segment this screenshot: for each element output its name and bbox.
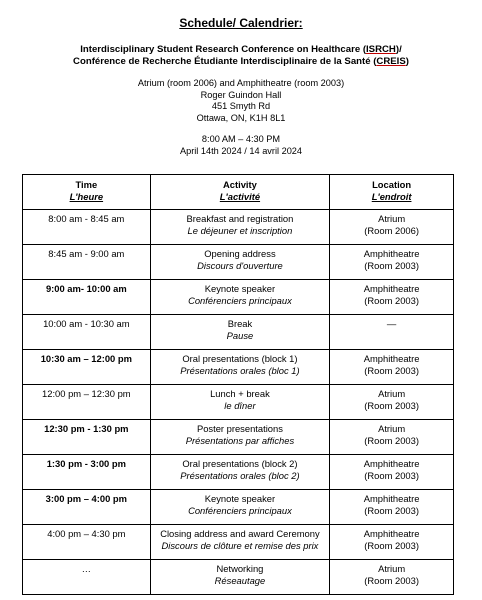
- location-cell: [330, 245, 454, 280]
- location-cell: [330, 420, 454, 455]
- location-name: Amphitheatre: [363, 493, 420, 504]
- location-name: Amphitheatre: [363, 283, 420, 294]
- time-text: 12:30 pm - 1:30 pm: [44, 423, 129, 434]
- location-name: Atrium: [378, 423, 406, 434]
- location-cell: [330, 385, 454, 420]
- page-title: Schedule/ Calendrier:: [179, 16, 303, 30]
- activity-en: Closing address and award Ceremony: [160, 528, 320, 539]
- header-time: [23, 175, 151, 210]
- location-name: Amphitheatre: [363, 353, 420, 364]
- location-room: (Room 2006): [364, 224, 419, 236]
- location-cell: [330, 280, 454, 315]
- conference-acronym-en: ISRCH: [366, 44, 396, 55]
- activity-cell: [150, 245, 330, 280]
- activity-cell: [150, 455, 330, 490]
- activity-fr: le dîner: [224, 399, 256, 411]
- conference-name-fr: [0, 56, 482, 68]
- conference-name-en-suffix: )/: [395, 44, 402, 55]
- location-name: Atrium: [378, 213, 406, 224]
- location-room: (Room 2003): [364, 469, 419, 481]
- venue-rooms: Atrium (room 2006) and Amphitheatre (room 2003): [137, 78, 345, 88]
- time-text: 12:00 pm – 12:30 pm: [42, 388, 131, 399]
- activity-cell: [150, 525, 330, 560]
- activity-en: Oral presentations (block 2): [182, 458, 298, 469]
- activity-fr: Conférenciers principaux: [188, 504, 292, 516]
- table-row: [23, 525, 454, 560]
- table-row: [23, 455, 454, 490]
- schedule-body: [23, 210, 454, 595]
- location-cell: [330, 490, 454, 525]
- activity-en: Keynote speaker: [204, 493, 276, 504]
- table-row: [23, 490, 454, 525]
- header-location-fr: L'endroit: [371, 190, 412, 202]
- activity-cell: [150, 210, 330, 245]
- time-text: 8:45 am - 9:00 am: [48, 248, 125, 259]
- activity-fr: Discours de clôture et remise des prix: [161, 539, 319, 551]
- time-cell: [23, 245, 151, 280]
- venue-city: Ottawa, ON, K1H 8L1: [196, 112, 286, 123]
- schedule-table: [22, 174, 454, 595]
- activity-fr: Présentations orales (bloc 1): [180, 364, 300, 376]
- activity-fr: Discours d'ouverture: [197, 259, 283, 271]
- location-cell: [330, 560, 454, 595]
- header-activity-en: Activity: [223, 179, 257, 190]
- venue-info: [0, 78, 482, 157]
- location-cell: [330, 350, 454, 385]
- conference-name-fr-suffix: ): [405, 56, 409, 67]
- location-room: (Room 2003): [364, 434, 419, 446]
- time-cell: [23, 350, 151, 385]
- location-cell: [330, 455, 454, 490]
- time-text: 1:30 pm - 3:00 pm: [46, 458, 126, 469]
- header-location-en: Location: [372, 179, 412, 190]
- time-text: 9:00 am- 10:00 am: [45, 283, 127, 294]
- location-name: Atrium: [378, 563, 406, 574]
- table-row: [23, 245, 454, 280]
- header-time-fr: L'heure: [69, 190, 104, 202]
- location-room: (Room 2003): [364, 539, 419, 551]
- time-cell: [23, 210, 151, 245]
- activity-cell: [150, 280, 330, 315]
- activity-cell: [150, 315, 330, 350]
- table-header-row: [23, 175, 454, 210]
- time-text: 3:00 pm – 4:00 pm: [45, 493, 127, 504]
- activity-en: Oral presentations (block 1): [182, 353, 298, 364]
- activity-fr: Réseautage: [214, 574, 266, 586]
- activity-fr: Le déjeuner et inscription: [187, 224, 293, 236]
- location-cell: [330, 525, 454, 560]
- activity-fr: Pause: [226, 329, 254, 341]
- table-row: [23, 315, 454, 350]
- conference-name-en-text: Interdisciplinary Student Research Conference on Healthcare (: [80, 44, 367, 55]
- location-room: (Room 2003): [364, 294, 419, 306]
- time-cell: [23, 315, 151, 350]
- header-activity-fr: L'activité: [219, 190, 261, 202]
- location-name: Amphitheatre: [363, 248, 420, 259]
- header-activity: [150, 175, 330, 210]
- activity-en: Poster presentations: [196, 423, 283, 434]
- conference-acronym-fr: CREIS: [376, 56, 406, 67]
- activity-cell: [150, 420, 330, 455]
- conference-name-en: [0, 44, 482, 56]
- location-room: (Room 2003): [364, 504, 419, 516]
- table-row: [23, 385, 454, 420]
- activity-fr: Présentations par affiches: [185, 434, 295, 446]
- time-cell: [23, 280, 151, 315]
- location-name: —: [386, 318, 397, 329]
- time-text: 10:30 am – 12:00 pm: [40, 353, 132, 364]
- activity-fr: Présentations orales (bloc 2): [180, 469, 300, 481]
- table-row: [23, 210, 454, 245]
- time-cell: [23, 420, 151, 455]
- conference-name: [0, 44, 482, 68]
- time-text: 4:00 pm – 4:30 pm: [47, 528, 126, 539]
- activity-cell: [150, 350, 330, 385]
- header-location: [330, 175, 454, 210]
- time-text: 10:00 am - 10:30 am: [43, 318, 130, 329]
- activity-cell: [150, 560, 330, 595]
- activity-en: Networking: [216, 563, 264, 574]
- activity-fr: Conférenciers principaux: [188, 294, 292, 306]
- time-cell: [23, 560, 151, 595]
- location-room: (Room 2003): [364, 259, 419, 271]
- location-cell: [330, 315, 454, 350]
- activity-cell: [150, 385, 330, 420]
- activity-en: Lunch + break: [210, 388, 270, 399]
- activity-en: Breakfast and registration: [186, 213, 294, 224]
- time-cell: [23, 455, 151, 490]
- header-time-en: Time: [75, 179, 98, 190]
- location-room: (Room 2003): [364, 574, 419, 586]
- location-name: Atrium: [378, 388, 406, 399]
- spacer: [0, 124, 482, 134]
- location-cell: [330, 210, 454, 245]
- table-row: [23, 350, 454, 385]
- table-row: [23, 280, 454, 315]
- event-time: 8:00 AM – 4:30 PM: [201, 134, 281, 144]
- time-cell: [23, 490, 151, 525]
- time-cell: [23, 385, 151, 420]
- venue-hall: Roger Guindon Hall: [200, 89, 282, 100]
- event-date: April 14th 2024 / 14 avril 2024: [179, 145, 303, 156]
- activity-cell: [150, 490, 330, 525]
- conference-name-fr-text: Conférence de Recherche Étudiante Interdisciplinaire de la Santé (: [73, 56, 377, 67]
- location-room: (Room 2003): [364, 399, 419, 411]
- table-row: [23, 420, 454, 455]
- time-text: …: [81, 563, 92, 574]
- location-name: Amphitheatre: [363, 458, 420, 469]
- location-name: Amphitheatre: [363, 528, 420, 539]
- venue-street: 451 Smyth Rd: [211, 101, 271, 111]
- location-room: (Room 2003): [364, 364, 419, 376]
- time-text: 8:00 am - 8:45 am: [48, 213, 125, 224]
- table-row: [23, 560, 454, 595]
- activity-en: Keynote speaker: [204, 283, 276, 294]
- time-cell: [23, 525, 151, 560]
- activity-en: Opening address: [204, 248, 276, 259]
- activity-en: Break: [227, 318, 253, 329]
